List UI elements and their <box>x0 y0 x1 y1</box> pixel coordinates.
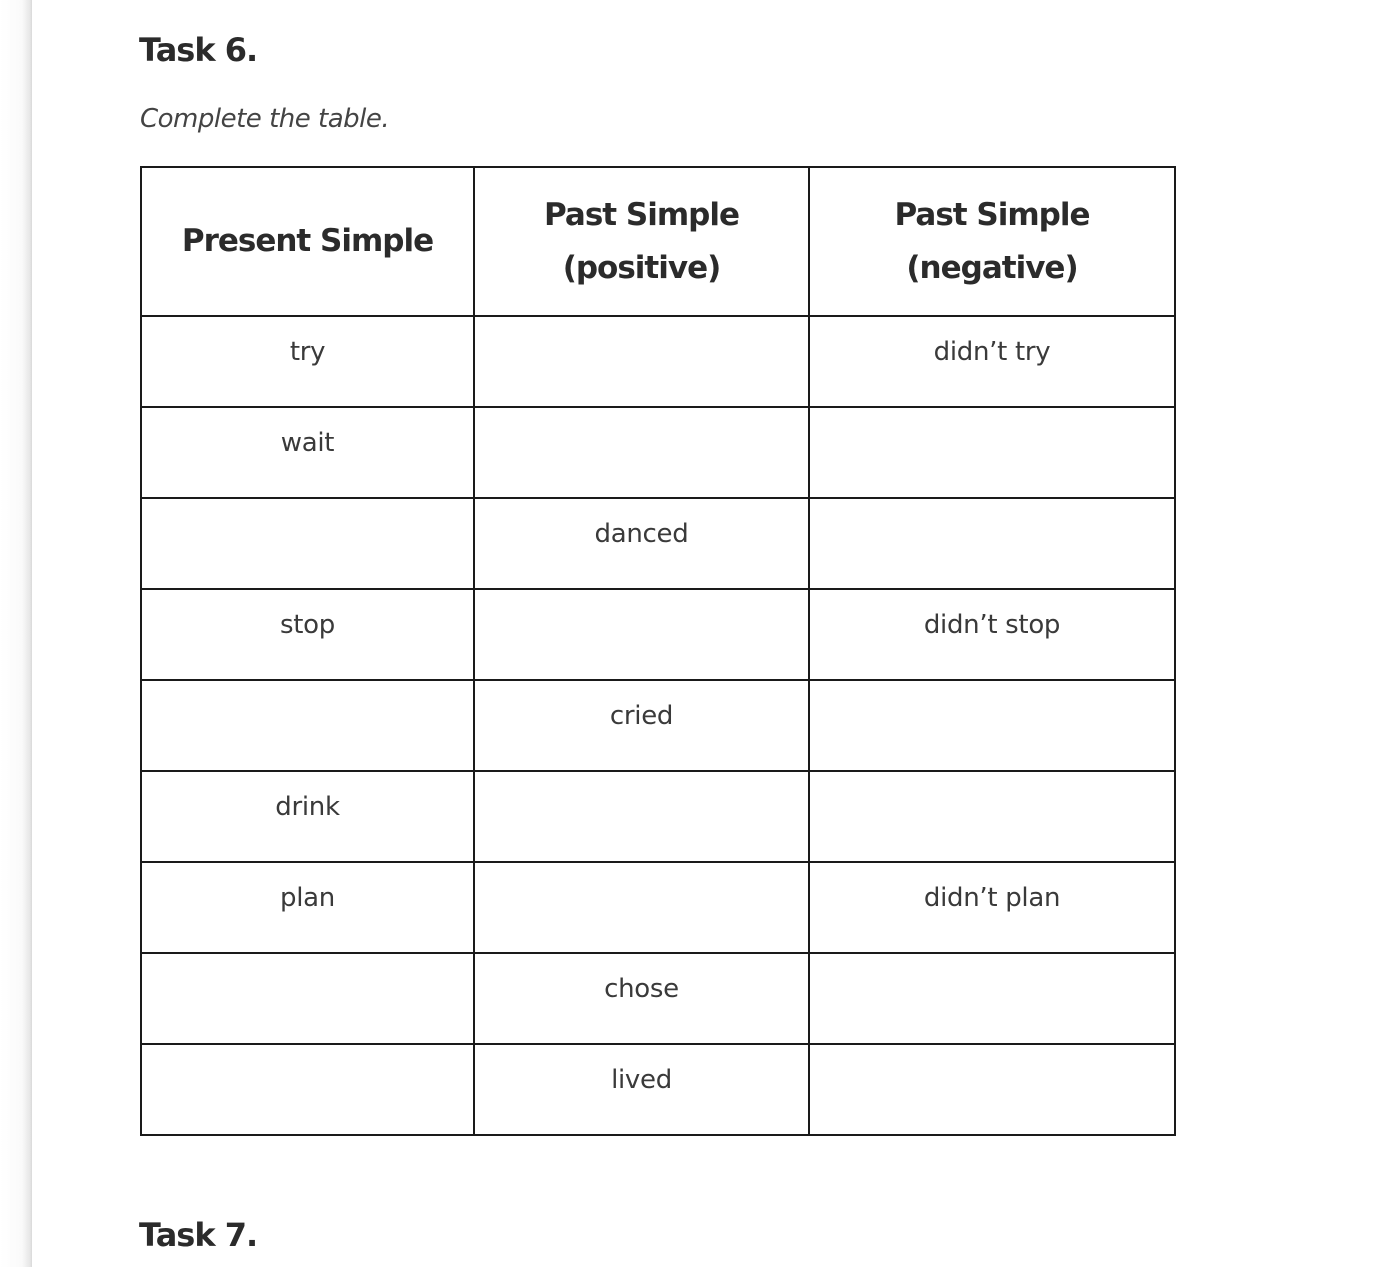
cell-past-positive[interactable] <box>474 316 809 407</box>
cell-present-simple[interactable] <box>141 680 474 771</box>
cell-present-simple[interactable]: wait <box>141 407 474 498</box>
header-past-simple-negative-line2: (negative) <box>906 249 1078 286</box>
cell-past-negative[interactable]: didn’t stop <box>809 589 1175 680</box>
table-row <box>141 680 1175 771</box>
cell-past-positive[interactable] <box>474 771 809 862</box>
table-row <box>141 953 1175 1044</box>
cell-present-simple[interactable]: plan <box>141 862 474 953</box>
cell-past-negative[interactable] <box>809 498 1175 589</box>
header-present-simple-label: Present Simple <box>181 223 434 259</box>
cell-present-simple[interactable]: stop <box>141 589 474 680</box>
header-present-simple <box>141 167 474 316</box>
cell-present-simple[interactable] <box>141 953 474 1044</box>
cell-past-positive[interactable]: chose <box>474 953 809 1044</box>
table-header-row <box>141 167 1175 316</box>
table-row <box>141 1044 1175 1135</box>
task-6-instruction: Complete the table. <box>140 104 390 134</box>
cell-present-simple[interactable]: try <box>141 316 474 407</box>
cell-present-simple[interactable] <box>141 1044 474 1135</box>
cell-past-positive[interactable]: lived <box>474 1044 809 1135</box>
table-row <box>141 862 1175 953</box>
table-row <box>141 316 1175 407</box>
cell-past-negative[interactable] <box>809 407 1175 498</box>
page-left-edge-shadow <box>0 0 32 1267</box>
task-6-title: Task 6. <box>139 31 258 69</box>
cell-past-negative[interactable] <box>809 771 1175 862</box>
cell-present-simple[interactable] <box>141 498 474 589</box>
table-row <box>141 771 1175 862</box>
header-past-simple-positive-line1: Past Simple <box>544 196 739 233</box>
cell-past-positive[interactable] <box>474 589 809 680</box>
table-row <box>141 407 1175 498</box>
table-row <box>141 589 1175 680</box>
cell-past-negative[interactable]: didn’t plan <box>809 862 1175 953</box>
cell-past-negative[interactable] <box>809 680 1175 771</box>
cell-past-negative[interactable]: didn’t try <box>809 316 1175 407</box>
cell-past-negative[interactable] <box>809 953 1175 1044</box>
header-past-simple-negative <box>809 167 1175 316</box>
header-past-simple-positive <box>474 167 809 316</box>
header-past-simple-negative-line1: Past Simple <box>894 196 1090 233</box>
task-7-title: Task 7. <box>139 1216 258 1254</box>
table-row <box>141 498 1175 589</box>
cell-past-positive[interactable]: danced <box>474 498 809 589</box>
cell-past-positive[interactable]: cried <box>474 680 809 771</box>
cell-past-positive[interactable] <box>474 862 809 953</box>
header-past-simple-positive-line2: (positive) <box>562 249 721 286</box>
cell-past-positive[interactable] <box>474 407 809 498</box>
cell-past-negative[interactable] <box>809 1044 1175 1135</box>
cell-present-simple[interactable]: drink <box>141 771 474 862</box>
verb-forms-table <box>140 166 1176 1136</box>
